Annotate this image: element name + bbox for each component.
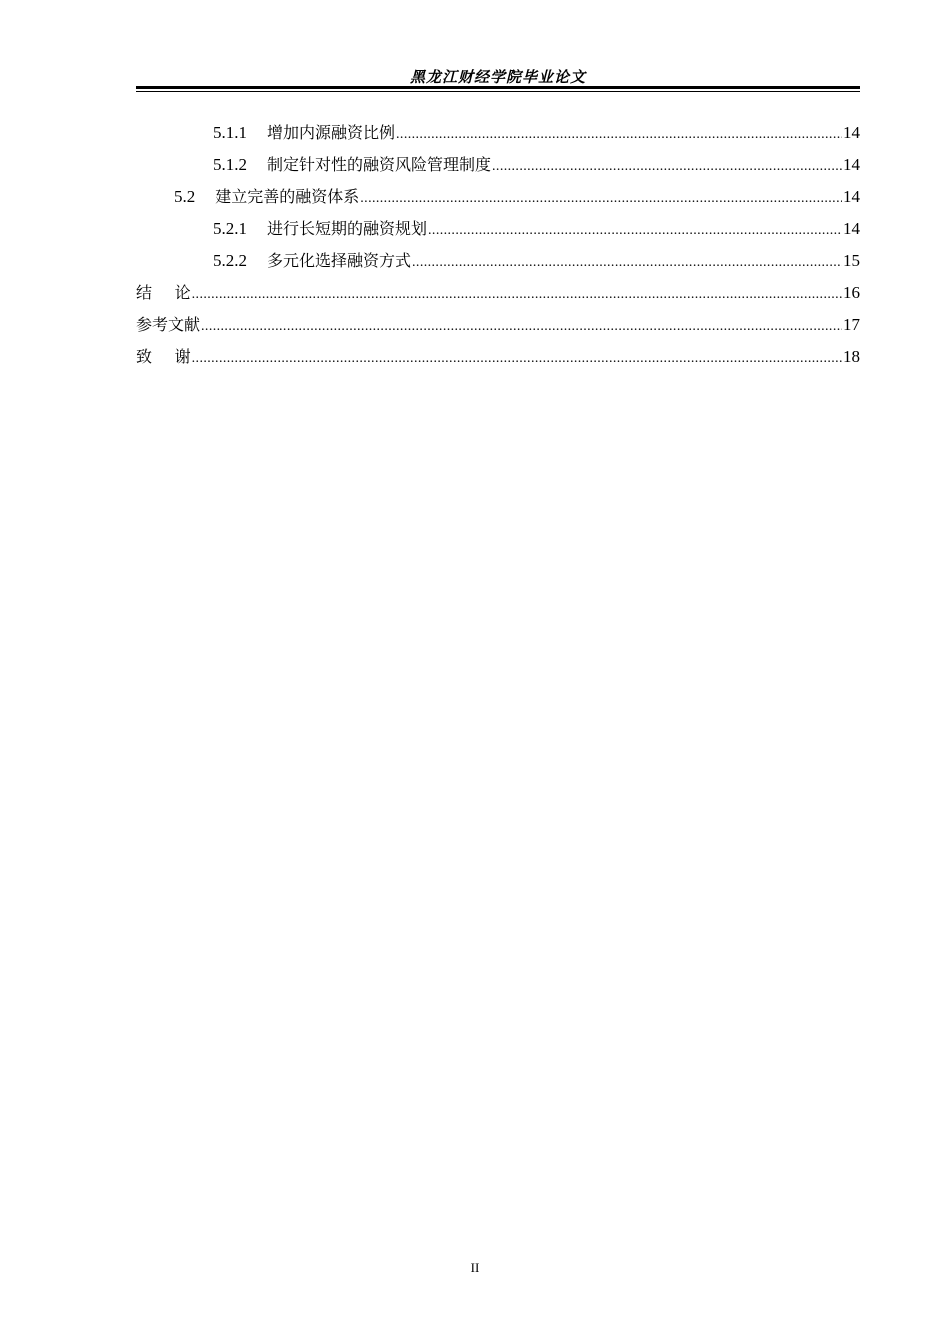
toc-entry-page: 16 <box>843 283 860 302</box>
toc-entry[interactable] <box>136 213 860 245</box>
toc-entry-page: 14 <box>843 123 860 142</box>
toc-entry-number: 5.1.2 <box>213 155 247 174</box>
toc-entry-number: 5.2.2 <box>213 251 247 270</box>
toc-entry-title-char: 论 <box>174 283 191 302</box>
toc-entry-title <box>136 341 191 373</box>
header-rule-thin <box>136 91 860 92</box>
toc-entry-title: 进行长短期的融资规划 <box>267 219 428 238</box>
toc-entry-references[interactable] <box>136 309 860 341</box>
toc-entry-page: 14 <box>843 187 860 206</box>
toc-entry[interactable] <box>136 245 860 277</box>
toc-dot-leader <box>192 279 842 311</box>
toc-entry-title-char: 谢 <box>174 347 191 366</box>
toc-entry-page: 14 <box>843 219 860 238</box>
toc-entry-title: 增加内源融资比例 <box>267 123 396 142</box>
toc-entry-acknowledgements[interactable] <box>136 341 860 373</box>
toc-entry-page: 17 <box>843 315 860 334</box>
toc-entry-title-char: 结 <box>136 283 153 302</box>
toc-entry-title: 参考文献 <box>136 315 201 334</box>
toc-dot-leader <box>201 311 842 343</box>
toc-entry-title: 多元化选择融资方式 <box>267 251 412 270</box>
running-header-title: 黑龙江财经学院毕业论文 <box>409 68 586 86</box>
toc-entry-page: 14 <box>843 155 860 174</box>
toc-entry[interactable] <box>136 117 860 149</box>
toc-dot-leader <box>492 151 842 183</box>
toc-entry[interactable] <box>136 181 860 213</box>
toc-entry-title <box>136 277 191 309</box>
toc-dot-leader <box>192 343 842 375</box>
toc-dot-leader <box>396 119 842 151</box>
footer-page-number: II <box>470 1260 480 1275</box>
toc-dot-leader <box>428 215 842 247</box>
toc-dot-leader <box>412 247 842 279</box>
toc-dot-leader <box>360 183 842 215</box>
toc-entry-number: 5.2 <box>174 187 196 206</box>
toc-entry[interactable] <box>136 149 860 181</box>
table-of-contents <box>136 117 860 373</box>
toc-entry-number: 5.1.1 <box>213 123 247 142</box>
toc-entry-title: 制定针对性的融资风险管理制度 <box>267 155 492 174</box>
toc-entry-title-char: 致 <box>136 347 153 366</box>
toc-entry-page: 15 <box>843 251 860 270</box>
toc-entry-page: 18 <box>843 347 860 366</box>
toc-entry-conclusion[interactable] <box>136 277 860 309</box>
toc-entry-number: 5.2.1 <box>213 219 247 238</box>
toc-entry-title: 建立完善的融资体系 <box>215 187 360 206</box>
header-rule-thick <box>136 86 860 89</box>
